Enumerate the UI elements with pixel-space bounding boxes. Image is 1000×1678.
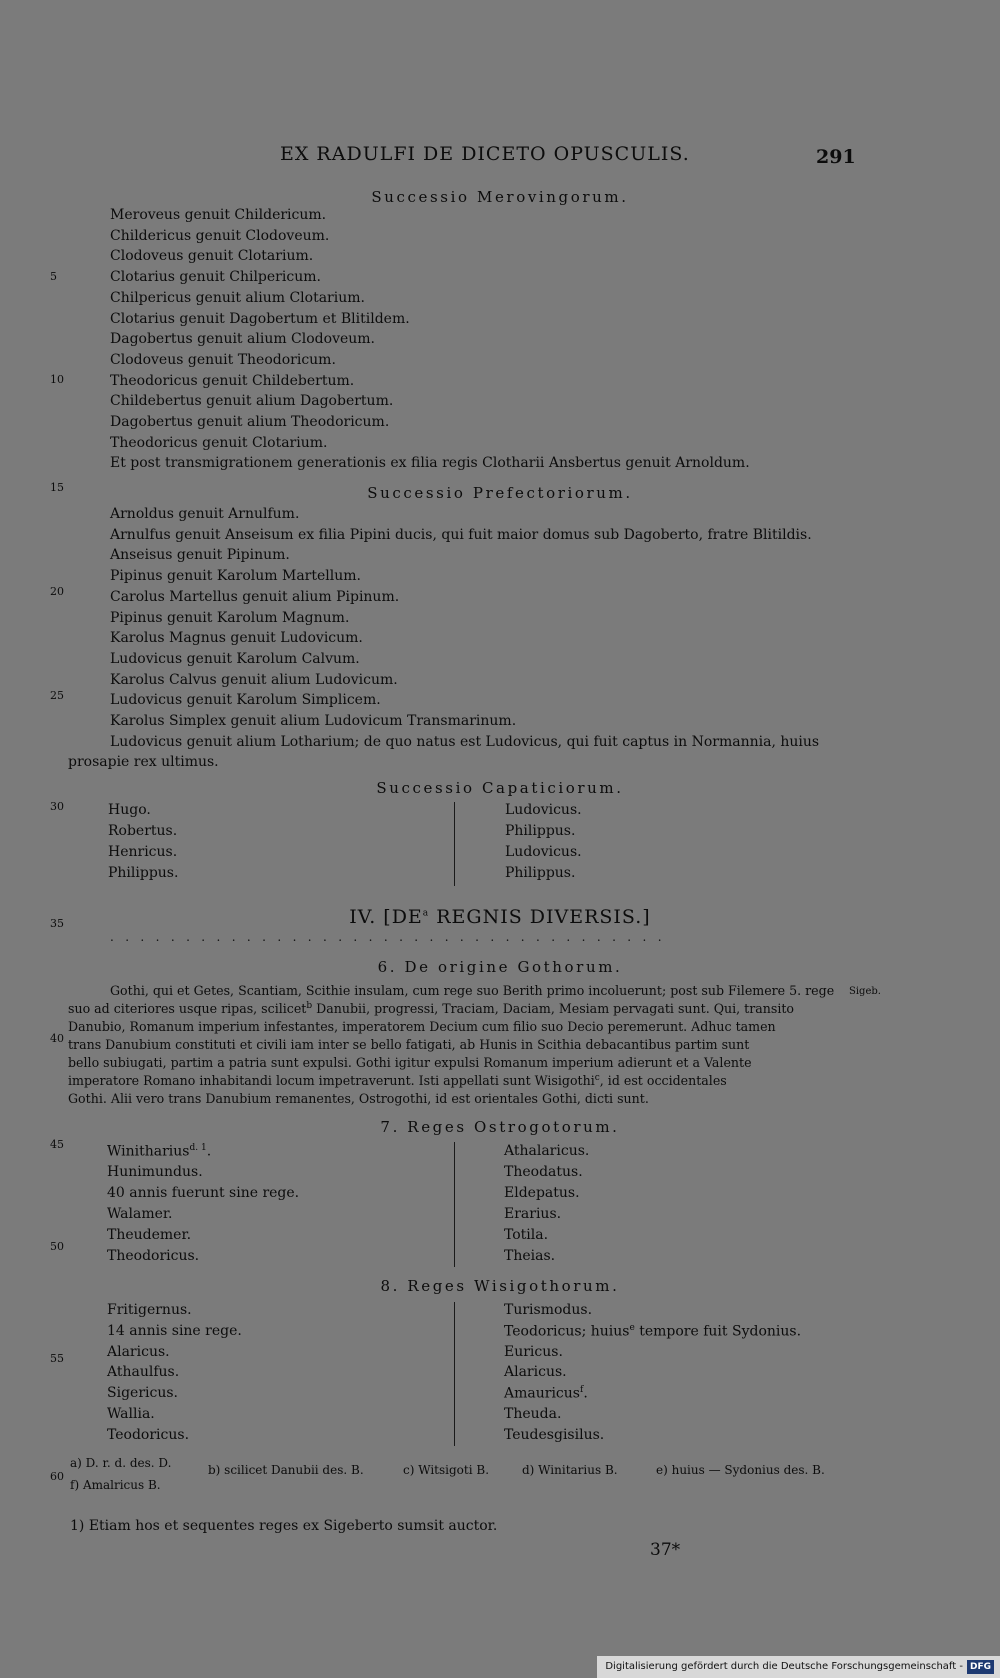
capetian-left-item: Hugo.	[108, 802, 151, 818]
prefectorial-line: Carolus Martellus genuit alium Pipinum.	[110, 588, 400, 605]
margin-line-number: 40	[50, 1032, 64, 1045]
prefectorial-line: Karolus Calvus genuit alium Ludovicum.	[110, 671, 398, 688]
apparatus-f: f) Amalricus B.	[70, 1478, 161, 1492]
capetian-right-item: Ludovicus.	[505, 844, 582, 860]
section-title-prefix: IV. [DE	[349, 906, 423, 928]
goths-line: suo ad citeriores usque ripas, scilicet$^b$ Danubii, progressi, Traciam, Daciam, Mesiam pervagati sunt. Qui, transito	[68, 1001, 795, 1017]
visigoth-king-right: Teudesgisilus.	[504, 1426, 605, 1443]
section-title-suffix: REGNIS DIVERSIS.]	[429, 906, 651, 928]
merovingian-line: Theodoricus genuit Childebertum.	[110, 372, 355, 389]
capetian-left-item: Henricus.	[108, 844, 178, 860]
margin-line-number: 45	[50, 1138, 64, 1151]
ostrogoth-king-left: Theodoricus.	[107, 1248, 200, 1264]
margin-line-number: 35	[50, 917, 64, 930]
visigoth-king-right: Alaricus.	[504, 1364, 567, 1381]
merovingian-line: Childebertus genuit alium Dagobertum.	[110, 393, 394, 410]
prefectorial-line: Pipinus genuit Karolum Martellum.	[110, 568, 361, 585]
visigoth-king-right: Amauricus$^f$.	[504, 1385, 588, 1402]
ostrogoth-king-right: Totila.	[504, 1227, 549, 1243]
visigoth-king-left: 14 annis sine rege.	[107, 1322, 242, 1339]
ostrogoth-king-right: Erarius.	[504, 1206, 562, 1222]
goths-line: Danubio, Romanum imperium infestantes, imperatorem Decium cum filio suo Decio peremerunt. Adhuc tamen	[68, 1019, 776, 1034]
prefectorial-line: Arnoldus genuit Arnulfum.	[110, 506, 300, 522]
goths-line: imperatore Romano inhabitandi locum impetraverunt. Isti appellati sunt Wisigothi$^c$, id est occidentales	[68, 1073, 727, 1089]
visigoth-king-right: Teodoricus; huius$^e$ tempore fuit Sydonius.	[504, 1322, 802, 1340]
ostrogoth-king-left: Theudemer.	[107, 1227, 192, 1243]
footnote-mark: c	[594, 1073, 600, 1083]
apparatus-e: e) huius — Sydonius des. B.	[656, 1463, 825, 1477]
ostrogoth-king-right: Theodatus.	[504, 1164, 583, 1180]
digitization-credit	[597, 1656, 1000, 1678]
margin-line-number: 10	[50, 373, 64, 386]
merovingian-line: Chilpericus genuit alium Clotarium.	[110, 289, 365, 306]
footnote: 1) Etiam hos et sequentes reges ex Sigeberto sumsit auctor.	[70, 1518, 498, 1534]
goths-line: Gothi. Alii vero trans Danubium remanentes, Ostrogothi, id est orientales Gothi, dicti sunt.	[68, 1091, 649, 1106]
apparatus-b: b) scilicet Danubii des. B.	[208, 1463, 364, 1477]
prefectorial-line: Ludovicus genuit alium Lotharium; de quo natus est Ludovicus, qui fuit captus in Normannia, huius	[110, 733, 820, 750]
column-divider-visi	[454, 1302, 455, 1446]
column-divider	[454, 802, 455, 886]
heading-capetian: Successio Capaticiorum.	[376, 779, 624, 797]
visigoth-king-right: Euricus.	[504, 1343, 563, 1360]
section-title-sup: a	[422, 908, 430, 919]
capetian-right-item: Philippus.	[505, 823, 576, 839]
dfg-logo: DFG	[967, 1660, 994, 1674]
ostrogoth-king-left: Winitharius$^{d. 1}$.	[107, 1143, 212, 1160]
capetian-left-item: Philippus.	[108, 865, 179, 881]
ostrogoth-king-left: Hunimundus.	[107, 1164, 203, 1180]
margin-line-number: 30	[50, 800, 64, 813]
footnote-mark: b	[306, 1001, 313, 1011]
prefectorial-line: Anseisus genuit Pipinum.	[110, 547, 290, 564]
ostrogoth-king-right: Eldepatus.	[504, 1185, 580, 1201]
merovingian-line: Clodoveus genuit Clotarium.	[110, 248, 314, 265]
visigoth-king-right: Theuda.	[504, 1406, 562, 1422]
prefectorial-line: Karolus Simplex genuit alium Ludovicum Transmarinum.	[110, 713, 517, 729]
merovingian-line: Clotarius genuit Chilpericum.	[110, 269, 321, 286]
merovingian-line: Childericus genuit Clodoveum.	[110, 227, 330, 244]
apparatus-a: a) D. r. d. des. D.	[70, 1456, 172, 1470]
merovingian-line: Et post transmigrationem generationis ex filia regis Clotharii Ansbertus genuit Arnoldum.	[110, 455, 750, 472]
merovingian-line: Dagobertus genuit alium Theodoricum.	[110, 414, 390, 430]
visigoth-king-left: Fritigernus.	[107, 1302, 192, 1318]
footnote-mark: f	[579, 1385, 584, 1396]
capetian-right-item: Ludovicus.	[505, 802, 582, 818]
prefectorial-line: Arnulfus genuit Anseisum ex filia Pipini ducis, qui fuit maior domus sub Dagoberto, fratre Blitildis.	[110, 526, 812, 543]
merovingian-line: Theodoricus genuit Clotarium.	[110, 434, 328, 451]
heading-merovingian: Successio Merovingorum.	[371, 188, 629, 206]
ostrogoth-king-left: 40 annis fuerunt sine rege.	[107, 1185, 300, 1201]
footnote-mark: e	[629, 1322, 635, 1333]
visigoth-king-left: Wallia.	[107, 1406, 155, 1422]
merovingian-line: Clodoveus genuit Theodoricum.	[110, 351, 336, 368]
dotted-rule: .....................................	[110, 930, 673, 944]
heading-goths: 6. De origine Gothorum.	[377, 958, 623, 976]
margin-line-number: 60	[50, 1470, 64, 1483]
visigoth-king-right: Turismodus.	[504, 1302, 593, 1318]
credit-text: Digitalisierung gefördert durch die Deutsche Forschungsgemeinschaft -	[605, 1661, 963, 1672]
heading-ostrogoths: 7. Reges Ostrogotorum.	[380, 1118, 620, 1136]
prefectorial-line: Ludovicus genuit Karolum Calvum.	[110, 650, 360, 667]
prefectorial-line: prosapie rex ultimus.	[68, 754, 219, 771]
margin-line-number: 20	[50, 585, 64, 598]
visigoth-king-left: Athaulfus.	[107, 1364, 180, 1381]
margin-line-number: 5	[50, 270, 57, 283]
running-title: EX RADULFI DE DICETO OPUSCULIS.	[280, 143, 690, 165]
column-divider-ostro	[454, 1142, 455, 1267]
apparatus-c: c) Witsigoti B.	[403, 1463, 490, 1477]
margin-line-number: 50	[50, 1240, 64, 1253]
capetian-right-item: Philippus.	[505, 865, 576, 881]
goths-line: bello subiugati, partim a patria sunt expulsi. Gothi igitur expulsi Romanum imperium adierunt et a Valente	[68, 1055, 752, 1070]
ostrogoth-king-left: Walamer.	[107, 1206, 173, 1222]
margin-line-number: 25	[50, 689, 64, 702]
merovingian-line: Clotarius genuit Dagobertum et Blitildem.	[110, 310, 410, 327]
margin-note: Sigeb.	[849, 986, 881, 997]
footnote-mark: d. 1	[189, 1143, 207, 1153]
merovingian-line: Dagobertus genuit alium Clodoveum.	[110, 331, 376, 348]
prefectorial-line: Pipinus genuit Karolum Magnum.	[110, 609, 350, 626]
ostrogoth-king-right: Theias.	[504, 1248, 556, 1264]
page-number: 291	[816, 146, 856, 168]
merovingian-line: Meroveus genuit Childericum.	[110, 207, 327, 223]
margin-line-number: 15	[50, 481, 64, 494]
visigoth-king-left: Sigericus.	[107, 1385, 178, 1402]
capetian-left-item: Robertus.	[108, 823, 178, 839]
heading-visigoths: 8. Reges Wisigothorum.	[380, 1277, 620, 1295]
goths-line: trans Danubium constituti et civili iam inter se bello fatigati, ab Hunis in Scithia debacantibus partim sunt	[68, 1037, 750, 1052]
visigoth-king-left: Teodoricus.	[107, 1426, 190, 1443]
prefectorial-line: Karolus Magnus genuit Ludovicum.	[110, 630, 363, 647]
goths-line: Gothi, qui et Getes, Scantiam, Scithie insulam, cum rege suo Berith primo incoluerunt; post sub Filemere 5. rege	[110, 983, 835, 998]
prefectorial-line: Ludovicus genuit Karolum Simplicem.	[110, 692, 381, 709]
apparatus-d: d) Winitarius B.	[522, 1463, 618, 1477]
signature-mark: 37*	[650, 1540, 681, 1560]
margin-line-number: 55	[50, 1352, 64, 1365]
ostrogoth-king-right: Athalaricus.	[504, 1143, 590, 1159]
heading-prefectorial: Successio Prefectoriorum.	[367, 484, 633, 502]
visigoth-king-left: Alaricus.	[107, 1343, 170, 1360]
section-title	[0, 906, 1000, 928]
